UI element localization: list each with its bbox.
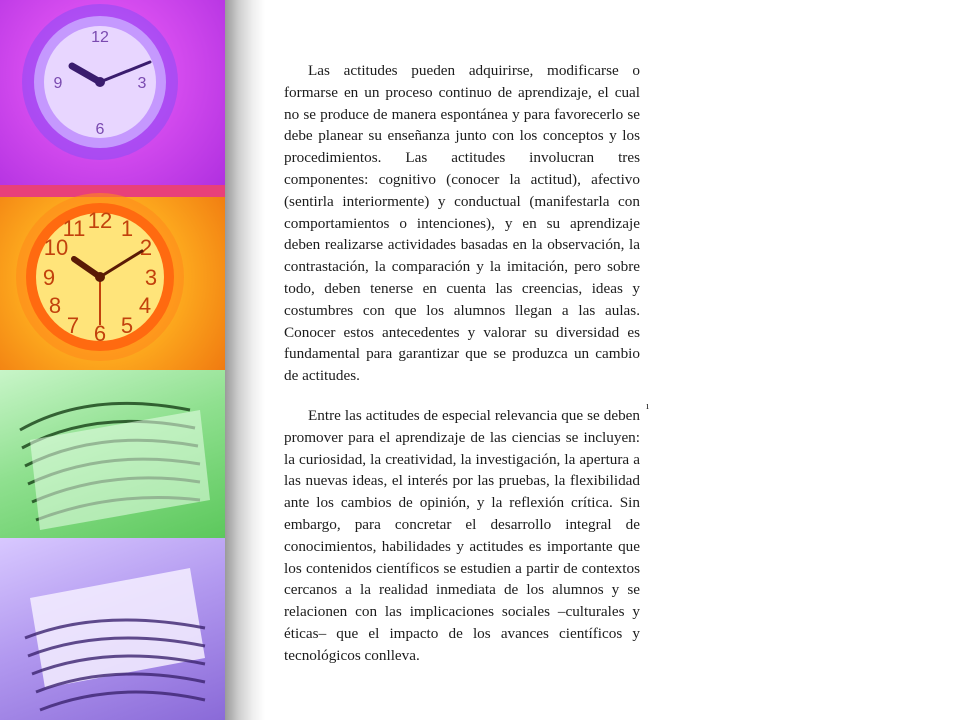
clock-icon (0, 0, 225, 185)
svg-text:6: 6 (95, 121, 105, 138)
purple-papers-panel (0, 538, 225, 720)
clock-numeral: 7 (66, 313, 80, 338)
page-shadow (225, 0, 265, 720)
paragraph: Las actitudes pueden adquirirse, modificarse o formarse en un proceso continuo de aprendizaje, el cual no se produce de manera espontánea y para favorecerlo se debe planear su enseñanza junto con los conceptos y los procedimientos. Las actitudes involucran tres componentes: cognitivo (conocer la actitud), afectivo (sentirla interiormente) y conductual (manifestarla con comportamientos o intenciones), y en su aprendizaje deben realizarse actividades basadas en la observación, la contrastación, la comparación y la imitación, pero sobre todo, deben tenerse en cuenta las creencias, ideas y costumbres con que los alumnos llegan a las aulas. Conocer estos antecedentes y valorar su diversidad es fundamental para garantizar que se produzca un cambio de actitudes. (284, 62, 640, 385)
papers-icon (0, 538, 225, 720)
paragraph: Entre las actitudes de especial relevancia que se deben promover para el aprendizaje de las ciencias se incluyen: la curiosidad, la creatividad, la investigación, la apertura a las nuevas ideas, el interés por las pruebas, la flexibilidad ante los cambios de opinión, y la reflexión crítica. Sin embargo, para concretar el desarrollo integral de conocimientos, habilidades y actitudes es importante que los contenidos científicos se estudien a partir de contextos cercanos a la realidad inmediata de los alumnos y se relacionen con las implicaciones sociales –culturales y éticas– que el impacto de los avances científicos y tecnológicos conlleva. (284, 406, 640, 664)
svg-text:9: 9 (53, 75, 63, 92)
clock-icon (0, 185, 225, 370)
clock-numeral: 9 (42, 265, 56, 290)
document-body (284, 60, 640, 667)
orange-clock-panel (0, 185, 225, 370)
magenta-clock-panel (0, 0, 225, 185)
clock-numeral: 2 (139, 235, 153, 260)
clock-numeral: 12 (87, 208, 113, 233)
clock-numeral: 4 (138, 293, 152, 318)
clock-numeral: 3 (144, 265, 158, 290)
clock-numeral: 6 (93, 321, 107, 346)
clock-numeral: 11 (62, 216, 86, 241)
papers-icon (0, 370, 225, 538)
clock-numeral: 8 (48, 293, 62, 318)
svg-text:3: 3 (137, 75, 147, 92)
green-papers-panel (0, 370, 225, 538)
clock-numeral: 5 (120, 313, 134, 338)
stray-mark: ı (646, 400, 650, 412)
decorative-image-column (0, 0, 225, 720)
clock-numeral: 1 (120, 216, 134, 241)
clock-numeral: 10 (43, 235, 69, 260)
svg-text:12: 12 (91, 29, 109, 46)
